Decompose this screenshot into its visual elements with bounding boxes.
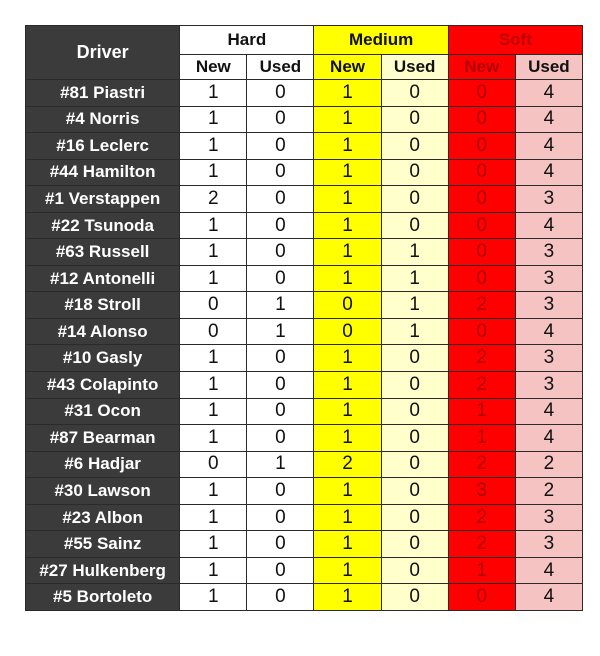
table-row: [26, 159, 583, 186]
table-row: [26, 318, 583, 345]
medium-new-cell: 0: [314, 292, 381, 319]
hard-used-cell: 0: [247, 372, 314, 399]
driver-name-cell: #6 Hadjar: [26, 451, 180, 478]
hard-new-cell: 0: [180, 318, 247, 345]
driver-name-cell: #23 Albon: [26, 504, 180, 531]
medium-new-cell: 1: [314, 106, 381, 133]
hard-new-cell: 1: [180, 159, 247, 186]
soft-used-cell: 3: [515, 292, 582, 319]
medium-used-cell: 0: [381, 425, 448, 452]
medium-used-cell: 0: [381, 557, 448, 584]
medium-new-cell: 1: [314, 345, 381, 372]
driver-name-cell: #18 Stroll: [26, 292, 180, 319]
hard-used-header: Used: [247, 55, 314, 80]
soft-used-cell: 4: [515, 80, 582, 107]
hard-new-header: New: [180, 55, 247, 80]
medium-used-header: Used: [381, 55, 448, 80]
soft-used-cell: 4: [515, 133, 582, 160]
soft-used-header: Used: [515, 55, 582, 80]
hard-new-cell: 1: [180, 265, 247, 292]
header-row-groups: [26, 26, 583, 55]
table-row: [26, 186, 583, 213]
hard-used-cell: 0: [247, 212, 314, 239]
driver-name-cell: #31 Ocon: [26, 398, 180, 425]
medium-new-cell: 1: [314, 504, 381, 531]
medium-used-cell: 0: [381, 345, 448, 372]
hard-used-cell: 0: [247, 265, 314, 292]
soft-used-cell: 3: [515, 265, 582, 292]
hard-used-cell: 0: [247, 531, 314, 558]
medium-used-cell: 0: [381, 478, 448, 505]
soft-group-header: Soft: [448, 26, 582, 55]
medium-used-cell: 0: [381, 186, 448, 213]
medium-new-cell: 1: [314, 133, 381, 160]
soft-used-cell: 3: [515, 345, 582, 372]
hard-new-cell: 1: [180, 239, 247, 266]
soft-new-cell: 0: [448, 186, 515, 213]
hard-new-cell: 1: [180, 345, 247, 372]
soft-new-cell: 1: [448, 557, 515, 584]
table-body: [26, 80, 583, 611]
medium-used-cell: 0: [381, 531, 448, 558]
medium-used-cell: 0: [381, 372, 448, 399]
soft-used-cell: 4: [515, 212, 582, 239]
medium-new-cell: 1: [314, 265, 381, 292]
medium-new-cell: 1: [314, 425, 381, 452]
table-row: [26, 451, 583, 478]
table-row: [26, 106, 583, 133]
soft-used-cell: 3: [515, 372, 582, 399]
medium-used-cell: 0: [381, 133, 448, 160]
soft-used-cell: 4: [515, 557, 582, 584]
hard-used-cell: 0: [247, 80, 314, 107]
hard-new-cell: 1: [180, 212, 247, 239]
soft-new-header: New: [448, 55, 515, 80]
driver-name-cell: #4 Norris: [26, 106, 180, 133]
hard-used-cell: 0: [247, 557, 314, 584]
soft-used-cell: 3: [515, 239, 582, 266]
hard-used-cell: 1: [247, 318, 314, 345]
hard-used-cell: 0: [247, 398, 314, 425]
medium-new-cell: 2: [314, 451, 381, 478]
table-row: [26, 239, 583, 266]
soft-new-cell: 0: [448, 265, 515, 292]
soft-used-cell: 4: [515, 159, 582, 186]
table-row: [26, 345, 583, 372]
medium-new-cell: 1: [314, 398, 381, 425]
driver-name-cell: #30 Lawson: [26, 478, 180, 505]
hard-used-cell: 1: [247, 451, 314, 478]
hard-used-cell: 0: [247, 106, 314, 133]
soft-new-cell: 1: [448, 398, 515, 425]
soft-new-cell: 0: [448, 212, 515, 239]
soft-new-cell: 2: [448, 345, 515, 372]
hard-used-cell: 0: [247, 345, 314, 372]
medium-new-cell: 0: [314, 318, 381, 345]
hard-new-cell: 1: [180, 398, 247, 425]
soft-used-cell: 3: [515, 531, 582, 558]
hard-used-cell: 0: [247, 478, 314, 505]
table-row: [26, 133, 583, 160]
medium-new-cell: 1: [314, 239, 381, 266]
hard-used-cell: 0: [247, 133, 314, 160]
soft-new-cell: 2: [448, 372, 515, 399]
soft-used-cell: 3: [515, 186, 582, 213]
medium-new-cell: 1: [314, 478, 381, 505]
soft-used-cell: 4: [515, 398, 582, 425]
hard-used-cell: 0: [247, 159, 314, 186]
soft-used-cell: 4: [515, 318, 582, 345]
soft-new-cell: 0: [448, 584, 515, 611]
table-row: [26, 80, 583, 107]
table-row: [26, 212, 583, 239]
driver-name-cell: #16 Leclerc: [26, 133, 180, 160]
table-row: [26, 584, 583, 611]
medium-used-cell: 1: [381, 292, 448, 319]
medium-used-cell: 0: [381, 212, 448, 239]
soft-new-cell: 0: [448, 80, 515, 107]
hard-new-cell: 1: [180, 372, 247, 399]
soft-new-cell: 0: [448, 133, 515, 160]
hard-new-cell: 2: [180, 186, 247, 213]
medium-new-cell: 1: [314, 531, 381, 558]
table-row: [26, 425, 583, 452]
driver-name-cell: #1 Verstappen: [26, 186, 180, 213]
medium-new-cell: 1: [314, 584, 381, 611]
medium-used-cell: 1: [381, 318, 448, 345]
medium-used-cell: 0: [381, 504, 448, 531]
hard-new-cell: 1: [180, 425, 247, 452]
soft-new-cell: 2: [448, 451, 515, 478]
medium-used-cell: 0: [381, 159, 448, 186]
hard-used-cell: 0: [247, 584, 314, 611]
medium-new-cell: 1: [314, 372, 381, 399]
table-row: [26, 557, 583, 584]
medium-used-cell: 1: [381, 239, 448, 266]
soft-used-cell: 4: [515, 106, 582, 133]
hard-new-cell: 1: [180, 133, 247, 160]
soft-new-cell: 2: [448, 531, 515, 558]
soft-used-cell: 4: [515, 425, 582, 452]
table-row: [26, 478, 583, 505]
medium-group-header: Medium: [314, 26, 448, 55]
tyre-allocation-table: [25, 25, 583, 611]
soft-new-cell: 0: [448, 318, 515, 345]
soft-used-cell: 4: [515, 584, 582, 611]
hard-used-cell: 1: [247, 292, 314, 319]
medium-new-cell: 1: [314, 557, 381, 584]
soft-new-cell: 0: [448, 106, 515, 133]
driver-name-cell: #10 Gasly: [26, 345, 180, 372]
hard-new-cell: 1: [180, 584, 247, 611]
table-row: [26, 372, 583, 399]
hard-group-header: Hard: [180, 26, 314, 55]
medium-new-cell: 1: [314, 80, 381, 107]
soft-new-cell: 2: [448, 504, 515, 531]
hard-used-cell: 0: [247, 186, 314, 213]
medium-new-cell: 1: [314, 186, 381, 213]
medium-used-cell: 0: [381, 106, 448, 133]
soft-new-cell: 1: [448, 425, 515, 452]
hard-used-cell: 0: [247, 425, 314, 452]
table-row: [26, 265, 583, 292]
medium-new-cell: 1: [314, 212, 381, 239]
soft-new-cell: 0: [448, 239, 515, 266]
soft-used-cell: 2: [515, 451, 582, 478]
soft-new-cell: 3: [448, 478, 515, 505]
hard-new-cell: 1: [180, 531, 247, 558]
driver-name-cell: #22 Tsunoda: [26, 212, 180, 239]
driver-name-cell: #5 Bortoleto: [26, 584, 180, 611]
hard-new-cell: 1: [180, 504, 247, 531]
medium-used-cell: 0: [381, 451, 448, 478]
table-row: [26, 531, 583, 558]
table-row: [26, 504, 583, 531]
driver-name-cell: #55 Sainz: [26, 531, 180, 558]
hard-new-cell: 1: [180, 106, 247, 133]
table-row: [26, 398, 583, 425]
driver-name-cell: #27 Hulkenberg: [26, 557, 180, 584]
table-row: [26, 292, 583, 319]
driver-name-cell: #63 Russell: [26, 239, 180, 266]
driver-name-cell: #43 Colapinto: [26, 372, 180, 399]
soft-new-cell: 2: [448, 292, 515, 319]
medium-used-cell: 0: [381, 398, 448, 425]
table-header: [26, 26, 583, 80]
hard-new-cell: 1: [180, 557, 247, 584]
driver-name-cell: #87 Bearman: [26, 425, 180, 452]
driver-column-header: Driver: [26, 26, 180, 80]
medium-new-cell: 1: [314, 159, 381, 186]
driver-name-cell: #12 Antonelli: [26, 265, 180, 292]
driver-name-cell: #81 Piastri: [26, 80, 180, 107]
hard-new-cell: 0: [180, 292, 247, 319]
soft-new-cell: 0: [448, 159, 515, 186]
hard-used-cell: 0: [247, 504, 314, 531]
driver-name-cell: #14 Alonso: [26, 318, 180, 345]
soft-used-cell: 2: [515, 478, 582, 505]
hard-new-cell: 1: [180, 478, 247, 505]
medium-used-cell: 0: [381, 80, 448, 107]
hard-used-cell: 0: [247, 239, 314, 266]
hard-new-cell: 1: [180, 80, 247, 107]
medium-new-header: New: [314, 55, 381, 80]
medium-used-cell: 0: [381, 584, 448, 611]
soft-used-cell: 3: [515, 504, 582, 531]
driver-name-cell: #44 Hamilton: [26, 159, 180, 186]
medium-used-cell: 1: [381, 265, 448, 292]
hard-new-cell: 0: [180, 451, 247, 478]
